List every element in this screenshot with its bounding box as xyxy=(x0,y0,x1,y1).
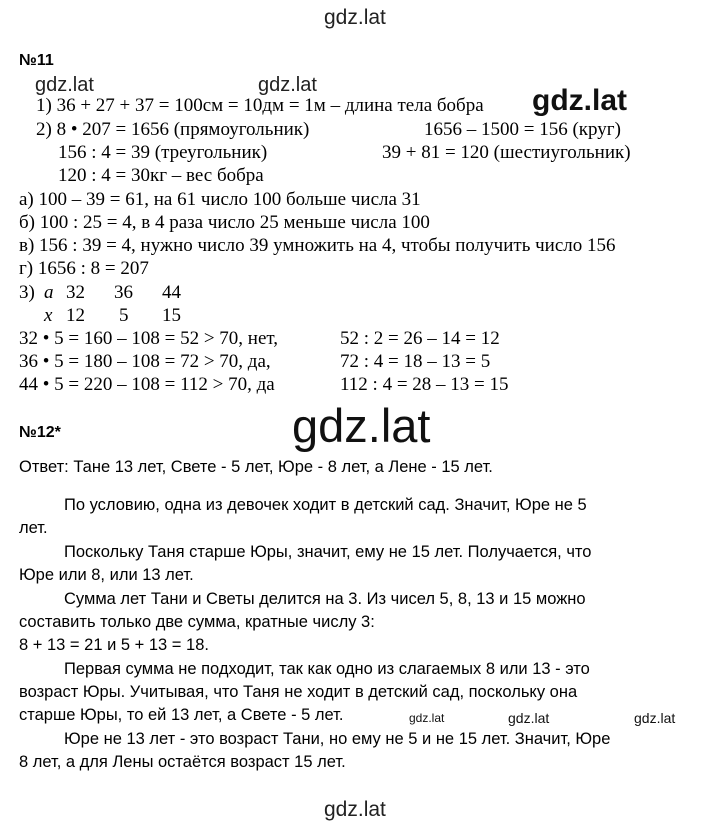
table-x-value: 12 xyxy=(66,305,85,326)
table-a-value: 32 xyxy=(66,282,85,303)
task12-paragraph-line: возраст Юры. Учитывая, что Таня не ходит в детский сад, поскольку она xyxy=(19,683,578,701)
task11-line2b: 1656 – 1500 = 156 (круг) xyxy=(424,119,621,140)
task11-line3a: 156 : 4 = 39 (треугольник) xyxy=(58,142,268,163)
task11-line1: 1) 36 + 27 + 37 = 100см = 10дм = 1м – длина тела бобра xyxy=(36,95,484,116)
calc-row2-right: 72 : 4 = 18 – 13 = 5 xyxy=(340,351,491,372)
task12-paragraph-line: лет. xyxy=(19,519,48,537)
watermark-row1-mid: gdz.lat xyxy=(258,74,317,96)
watermark-bold-right: gdz.lat xyxy=(532,84,627,117)
table-x-var: х xyxy=(44,305,53,326)
watermark-bottom-mid: gdz.lat xyxy=(508,710,550,726)
table-a-value: 36 xyxy=(114,282,133,303)
calc-row2-left: 36 • 5 = 180 – 108 = 72 > 70, да, xyxy=(19,351,271,372)
calc-row3-right: 112 : 4 = 28 – 13 = 15 xyxy=(340,374,509,395)
table-a-var: а xyxy=(44,282,54,303)
calc-row1-left: 32 • 5 = 160 – 108 = 52 > 70, нет, xyxy=(19,328,279,349)
watermark-footer: gdz.lat xyxy=(324,798,386,821)
task12-paragraph-line: 8 + 13 = 21 и 5 + 13 = 18. xyxy=(19,636,209,654)
task12-paragraph-line: Поскольку Таня старше Юры, значит, ему не 15 лет. Получается, что xyxy=(64,543,592,561)
task11-item-g: г) 1656 : 8 = 207 xyxy=(19,258,149,279)
task12-paragraph-line: По условию, одна из девочек ходит в детский сад. Значит, Юре не 5 xyxy=(64,496,587,514)
watermark-row1-left: gdz.lat xyxy=(35,74,94,96)
task12-paragraph-line: 8 лет, а для Лены остаётся возраст 15 лет. xyxy=(19,753,346,771)
task11-line2a: 2) 8 • 207 = 1656 (прямоугольник) xyxy=(36,119,310,140)
task11-heading: №11 xyxy=(19,52,54,69)
table-x-value: 5 xyxy=(119,305,129,326)
watermark-bottom-right: gdz.lat xyxy=(634,710,676,726)
task12-heading: №12* xyxy=(19,424,61,441)
task11-item-b: б) 100 : 25 = 4, в 4 раза число 25 меньше числа 100 xyxy=(19,212,430,233)
watermark-tiny-inline: gdz.lat xyxy=(409,711,445,725)
task12-paragraph-line: составить только две сумма, кратные числу 3: xyxy=(19,613,375,631)
task12-paragraph-line: старше Юры, то ей 13 лет, а Свете - 5 лет. xyxy=(19,706,344,724)
task12-paragraph-line: Сумма лет Тани и Светы делится на 3. Из чисел 5, 8, 13 и 15 можно xyxy=(64,590,586,608)
watermark-big-center: gdz.lat xyxy=(292,399,431,452)
watermark-top: gdz.lat xyxy=(324,6,386,29)
task11-line3b: 39 + 81 = 120 (шестиугольник) xyxy=(382,142,631,163)
calc-row1-right: 52 : 2 = 26 – 14 = 12 xyxy=(340,328,500,349)
task12-paragraph-line: Юре или 8, или 13 лет. xyxy=(19,566,194,584)
table-a-value: 44 xyxy=(162,282,181,303)
table-a-prefix: 3) xyxy=(19,282,35,303)
task12-paragraph-line: Первая сумма не подходит, так как одно из слагаемых 8 или 13 - это xyxy=(64,660,590,678)
task12-paragraph-line: Юре не 13 лет - это возраст Тани, но ему не 5 и не 15 лет. Значит, Юре xyxy=(64,730,611,748)
task11-item-v: в) 156 : 39 = 4, нужно число 39 умножить на 4, чтобы получить число 156 xyxy=(19,235,616,256)
task11-line4: 120 : 4 = 30кг – вес бобра xyxy=(58,165,264,186)
task11-item-a: а) 100 – 39 = 61, на 61 число 100 больше числа 31 xyxy=(19,189,421,210)
calc-row3-left: 44 • 5 = 220 – 108 = 112 > 70, да xyxy=(19,374,275,395)
table-x-value: 15 xyxy=(162,305,181,326)
task12-answer: Ответ: Тане 13 лет, Свете - 5 лет, Юре - 8 лет, а Лене - 15 лет. xyxy=(19,458,493,476)
